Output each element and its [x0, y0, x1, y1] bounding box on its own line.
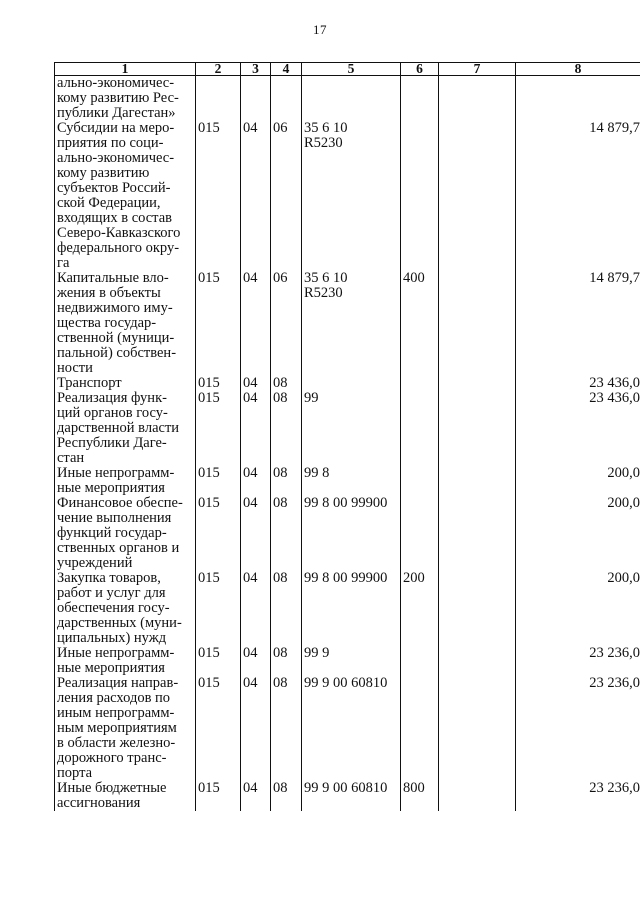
row-subsection-code: 04 [241, 781, 271, 811]
row-subsection-code: 04 [241, 646, 271, 676]
row-target-article: 99 8 00 99900 [302, 571, 401, 646]
row-expense-type: 800 [401, 781, 439, 811]
row-section-code: 015 [196, 496, 241, 571]
row-column-7 [439, 646, 516, 676]
column-number-header-row [55, 63, 640, 76]
row-column-7 [439, 781, 516, 811]
column-header-2: 2 [196, 63, 241, 76]
row-expense-type [401, 466, 439, 496]
row-subsection-item-code: 06 [271, 271, 302, 376]
row-target-article: 99 8 00 99900 [302, 496, 401, 571]
row-target-article: 99 9 [302, 646, 401, 676]
row-amount: 200,0 [516, 496, 640, 571]
row-name: Реализация функ- ций органов госу- дарственной власти Республики Даге- стан [55, 391, 196, 466]
row-expense-type [401, 121, 439, 271]
row-expense-type: 200 [401, 571, 439, 646]
row-target-article: 99 9 00 60810 [302, 781, 401, 811]
row-name: Субсидии на меро- приятия по соци- ально-экономичес- кому развитию субъектов Россий- ской Федерации, входящих в состав Северо-Кавказского федерального окру- га [55, 121, 196, 271]
row-amount: 23 436,0 [516, 376, 640, 391]
row-expense-type [401, 391, 439, 466]
row-subsection-code [241, 76, 271, 122]
row-expense-type [401, 76, 439, 122]
row-expense-type [401, 646, 439, 676]
row-subsection-item-code: 08 [271, 391, 302, 466]
table-row [55, 496, 640, 571]
row-subsection-code: 04 [241, 391, 271, 466]
row-section-code: 015 [196, 571, 241, 646]
row-subsection-code: 04 [241, 676, 271, 781]
row-target-article: 35 6 10 R5230 [302, 121, 401, 271]
page-number: 17 [313, 22, 327, 37]
row-column-7 [439, 496, 516, 571]
row-target-article [302, 376, 401, 391]
row-target-article: 35 6 10 R5230 [302, 271, 401, 376]
row-subsection-item-code: 06 [271, 121, 302, 271]
table-body [55, 76, 640, 812]
row-section-code: 015 [196, 271, 241, 376]
column-header-6: 6 [401, 63, 439, 76]
row-amount: 200,0 [516, 571, 640, 646]
table-row [55, 466, 640, 496]
row-column-7 [439, 676, 516, 781]
table-row [55, 391, 640, 466]
table-row [55, 76, 640, 122]
row-subsection-item-code: 08 [271, 676, 302, 781]
row-name: Закупка товаров, работ и услуг для обеспечения госу- дарственных (муни- ципальных) нужд [55, 571, 196, 646]
row-expense-type: 400 [401, 271, 439, 376]
row-column-7 [439, 466, 516, 496]
column-header-8: 8 [516, 63, 640, 76]
row-column-7 [439, 391, 516, 466]
row-column-7 [439, 571, 516, 646]
row-target-article: 99 9 00 60810 [302, 676, 401, 781]
row-name: Иные бюджетные ассигнования [55, 781, 196, 811]
column-header-1: 1 [55, 63, 196, 76]
column-header-4: 4 [271, 63, 302, 76]
table-row [55, 571, 640, 646]
row-name: Иные непрограмм- ные мероприятия [55, 646, 196, 676]
table-row [55, 781, 640, 811]
row-subsection-code: 04 [241, 466, 271, 496]
row-amount: 23 236,0 [516, 781, 640, 811]
row-target-article [302, 76, 401, 122]
row-name: Транспорт [55, 376, 196, 391]
row-name: Реализация направ- ления расходов по иным непрограмм- ным мероприятиям в области железно- дорожного транс- порта [55, 676, 196, 781]
row-name: Финансовое обеспе- чение выполнения функций государ- ственных органов и учреждений [55, 496, 196, 571]
row-section-code: 015 [196, 466, 241, 496]
row-column-7 [439, 376, 516, 391]
row-subsection-item-code: 08 [271, 466, 302, 496]
row-column-7 [439, 271, 516, 376]
row-section-code [196, 76, 241, 122]
row-section-code: 015 [196, 781, 241, 811]
table-row [55, 676, 640, 781]
column-header-7: 7 [439, 63, 516, 76]
row-subsection-code: 04 [241, 121, 271, 271]
row-subsection-code: 04 [241, 496, 271, 571]
row-expense-type [401, 496, 439, 571]
column-header-5: 5 [302, 63, 401, 76]
row-section-code: 015 [196, 121, 241, 271]
row-amount: 23 236,0 [516, 676, 640, 781]
row-name: ально-экономичес- кому развитию Рес- публики Дагестан» [55, 76, 196, 122]
row-target-article: 99 8 [302, 466, 401, 496]
row-amount: 14 879,7 [516, 271, 640, 376]
row-subsection-code: 04 [241, 271, 271, 376]
row-amount: 23 436,0 [516, 391, 640, 466]
row-subsection-item-code: 08 [271, 376, 302, 391]
row-subsection-item-code: 08 [271, 646, 302, 676]
row-amount: 200,0 [516, 466, 640, 496]
table-row [55, 376, 640, 391]
row-section-code: 015 [196, 646, 241, 676]
row-section-code: 015 [196, 376, 241, 391]
table-row [55, 271, 640, 376]
row-subsection-code: 04 [241, 376, 271, 391]
row-section-code: 015 [196, 676, 241, 781]
row-section-code: 015 [196, 391, 241, 466]
row-subsection-item-code [271, 76, 302, 122]
column-header-3: 3 [241, 63, 271, 76]
row-amount [516, 76, 640, 122]
row-subsection-code: 04 [241, 571, 271, 646]
row-name: Иные непрограмм- ные мероприятия [55, 466, 196, 496]
budget-table [54, 62, 640, 811]
row-expense-type [401, 376, 439, 391]
row-amount: 23 236,0 [516, 646, 640, 676]
table-row [55, 121, 640, 271]
row-subsection-item-code: 08 [271, 571, 302, 646]
row-expense-type [401, 676, 439, 781]
row-amount: 14 879,7 [516, 121, 640, 271]
row-subsection-item-code: 08 [271, 781, 302, 811]
row-target-article: 99 [302, 391, 401, 466]
row-column-7 [439, 76, 516, 122]
row-subsection-item-code: 08 [271, 496, 302, 571]
row-name: Капитальные вло- жения в объекты недвижимого иму- щества государ- ственной (муници- пальной) собствен- ности [55, 271, 196, 376]
row-column-7 [439, 121, 516, 271]
table-row [55, 646, 640, 676]
